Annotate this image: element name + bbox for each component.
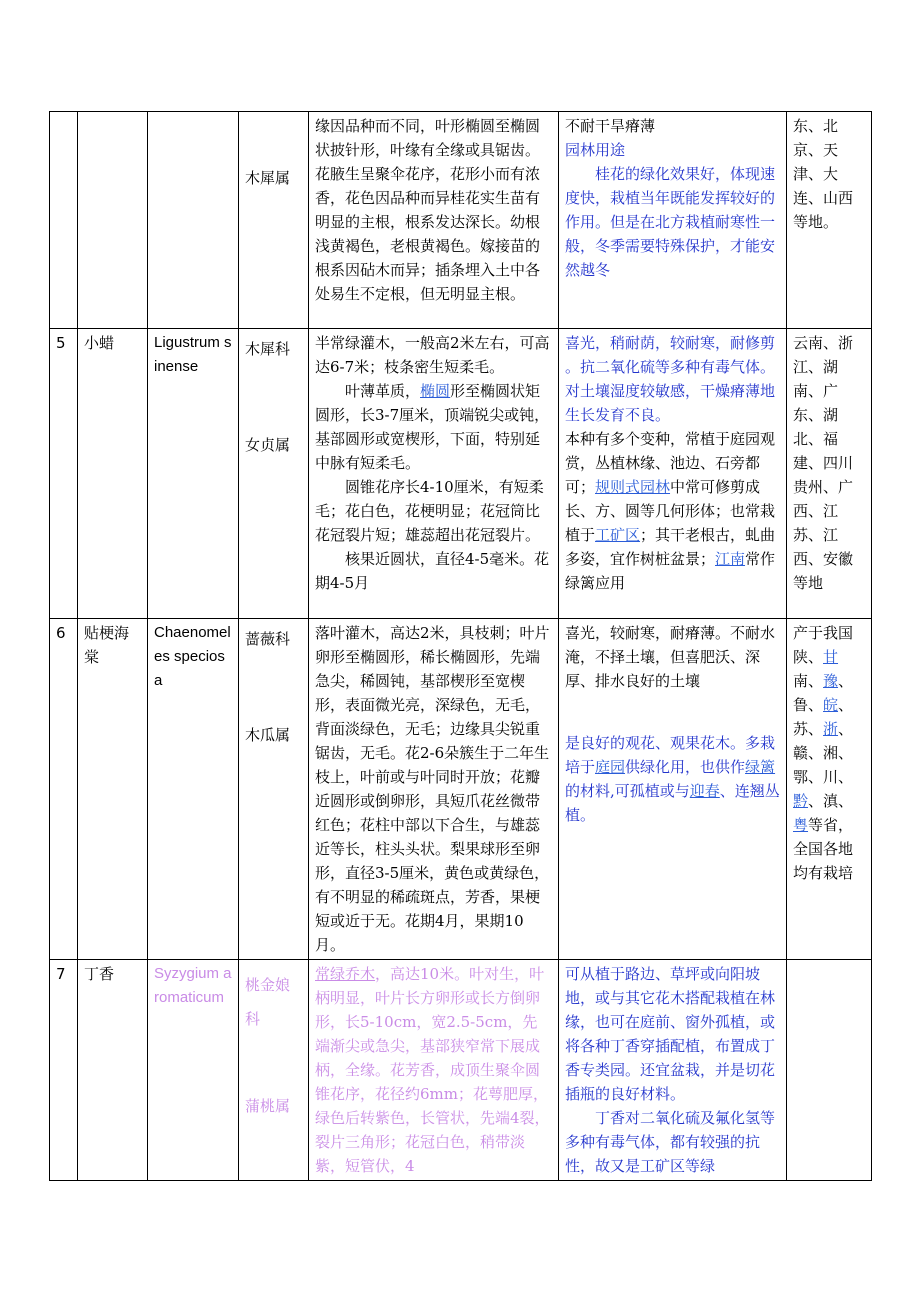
link-yu[interactable]: 豫 [823,672,839,690]
description-text: 核果近圆状，直径4-5毫米。花期4-5月 [315,550,550,592]
description-text: 圆锥花序长4-10厘米，有短柔毛；花白色，花梗明显；花冠筒比花冠裂片短；雄蕊超出花冠裂片。 [315,478,544,544]
usage-text: 是良好的观花、观果花木。多栽培于庭园供绿化用，也供作绿篱的材料,可孤植或与迎春、连翘丛植。 [565,734,780,824]
link-formal-garden[interactable]: 规则式园林 [595,478,671,496]
link-hedge[interactable]: 绿篱 [745,758,776,776]
description-text: 落叶灌木，高达2米，具枝刺；叶片卵形至椭圆形，稀长椭圆形，先端急尖，稀圆钝，基部楔形至宽楔形，表面微光亮，深绿色，无毛，背面淡绿色，无毛；边缘具尖锐重锯齿，无毛。花2-6朵簇生于二年生枝上，叶前或与叶同时开放；花瓣近圆形或倒卵形，具短爪花丝微带红色；花柱中部以下合生，与雄蕊近等长，柱头头状。梨果球形至卵形，直径3-5厘米，黄色或黄绿色，有不明显的稀疏斑点，芳香，果梗短或近于无。花期4月，果期10月。 [315,624,550,954]
table-row [50,329,872,619]
description-cell [309,619,559,960]
link-ellipse[interactable]: 椭圆 [420,382,451,400]
usage-cell [559,619,787,960]
family-name: 木犀科 [245,340,291,358]
description-text: 常绿乔木，高达10米。叶对生，叶柄明显，叶片长方卵形或长方倒卵形，长5-10cm，宽2.5-5cm，先端渐尖或急尖，基部狭窄常下展成柄，全缘。花芳香，成顶生聚伞圆锥花序，花径约6mm；花萼肥厚，绿色后转紫色，长管状，先端4裂，裂片三角形；花冠白色，稍带淡紫，短管伏，4 [315,965,550,1175]
latin-name: Syzygium aromaticum [148,960,239,1181]
distribution-text: 东、北京、天津、大连、山西等地。 [793,117,854,231]
chinese-name: 贴梗海棠 [78,619,148,960]
usage-text: 本种有多个变种，常植于庭园观赏，丛植林缘、池边、石旁都可；规则式园林中常可修剪成长、方、圆等几何形体；也常栽植于工矿区；其干老根古，虬曲多姿，宜作树桩盆景；江南常作绿篱应用 [565,430,776,592]
table-row [50,619,872,960]
link-qian[interactable]: 黔 [793,792,809,810]
distribution-cell [787,960,872,1181]
description-text: 叶薄革质，椭圆形至椭圆状矩圆形，长3-7厘米，顶端锐尖或钝，基部圆形或宽楔形，下面，特别延中脉有短柔毛。 [315,382,550,472]
usage-cell [559,960,787,1181]
link-jiangnan[interactable]: 江南 [715,550,746,568]
usage-text: 丁香对二氧化硫及氟化氢等多种有毒气体，都有较强的抗性，故又是工矿区等绿 [565,1109,776,1175]
family-genus-cell [239,112,309,329]
link-zhe[interactable]: 浙 [823,720,839,738]
description-cell [309,112,559,329]
usage-text: 可从植于路边、草坪或向阳坡地，或与其它花木搭配栽植在林缘，也可在庭前、窗外孤植，或将各种丁香穿插配植，布置成丁香专类园。还宜盆栽，并是切花插瓶的良好材料。 [565,965,776,1103]
habit-text: 喜光，较耐寒，耐瘠薄。不耐水淹，不择土壤，但喜肥沃、深厚、排水良好的土壤 [565,624,776,690]
distribution-text: 云南、浙江、湖南、广东、湖北、福建、四川贵州、广西、江苏、江西、安徽等地 [793,334,854,592]
distribution-cell [787,112,872,329]
genus-name: 木瓜属 [245,726,291,744]
usage-cell [559,112,787,329]
genus-name: 女贞属 [245,436,291,454]
table-row [50,112,872,329]
usage-text: 桂花的绿化效果好，体现速度快，栽植当年既能发挥较好的作用。但是在北方栽植耐寒性一般，冬季需要特殊保护，才能安然越冬 [565,165,776,279]
family-genus-cell [239,960,309,1181]
habit-text: 喜光，稍耐荫，较耐寒，耐修剪 。抗二氧化硫等多种有毒气体。对土壤湿度较敏感，干燥瘠薄地生长发育不良。 [565,334,776,424]
table-row [50,960,872,1181]
chinese-name: 丁香 [78,960,148,1181]
link-gan[interactable]: 甘 [823,648,839,666]
row-number [50,112,78,329]
family-genus-cell [239,619,309,960]
link-winter-jasmine[interactable]: 迎春 [689,782,720,800]
row-number: 7 [50,960,78,1181]
latin-name: Ligustrum sinense [148,329,239,619]
description-text: 缘因品种而不同，叶形椭圆至椭圆状披针形，叶缘有全缘或具锯齿。花腋生呈聚伞花序，花形小而有浓香，花色因品种而异桂花实生苗有明显的主根，根系发达深长。幼根浅黄褐色，老根黄褐色。嫁接苗的根系因砧木而异；插条埋入土中各处易生不定根，但无明显主根。 [315,117,541,303]
usage-cell [559,329,787,619]
distribution-cell [787,619,872,960]
chinese-name [78,112,148,329]
chinese-name: 小蜡 [78,329,148,619]
link-wan[interactable]: 皖 [823,696,839,714]
distribution-cell [787,329,872,619]
link-industrial-area[interactable]: 工矿区 [595,526,641,544]
usage-heading: 园林用途 [565,141,626,159]
family-genus-cell [239,329,309,619]
description-cell [309,960,559,1181]
genus-name: 木犀属 [245,169,291,187]
plant-table [49,111,872,1181]
habit-text: 不耐干旱瘠薄 [565,117,656,135]
link-courtyard[interactable]: 庭园 [595,758,626,776]
description-cell [309,329,559,619]
latin-name [148,112,239,329]
row-number: 6 [50,619,78,960]
description-text: 半常绿灌木，一般高2米左右，可高达6-7米；枝条密生短柔毛。 [315,334,550,376]
latin-name: Chaenomeles speciosa [148,619,239,960]
row-number: 5 [50,329,78,619]
family-name: 桃金娘科 [245,976,291,1028]
genus-name: 蒲桃属 [245,1097,291,1115]
distribution-text: 产于我国陕、甘南、豫、鲁、皖、苏、浙、赣、湘、鄂、川、黔、滇、粤等省，全国各地均有栽培 [793,624,854,882]
link-evergreen-tree[interactable]: 常绿乔木 [315,965,376,983]
family-name: 蔷薇科 [245,630,291,648]
link-yue[interactable]: 粤 [793,816,809,834]
